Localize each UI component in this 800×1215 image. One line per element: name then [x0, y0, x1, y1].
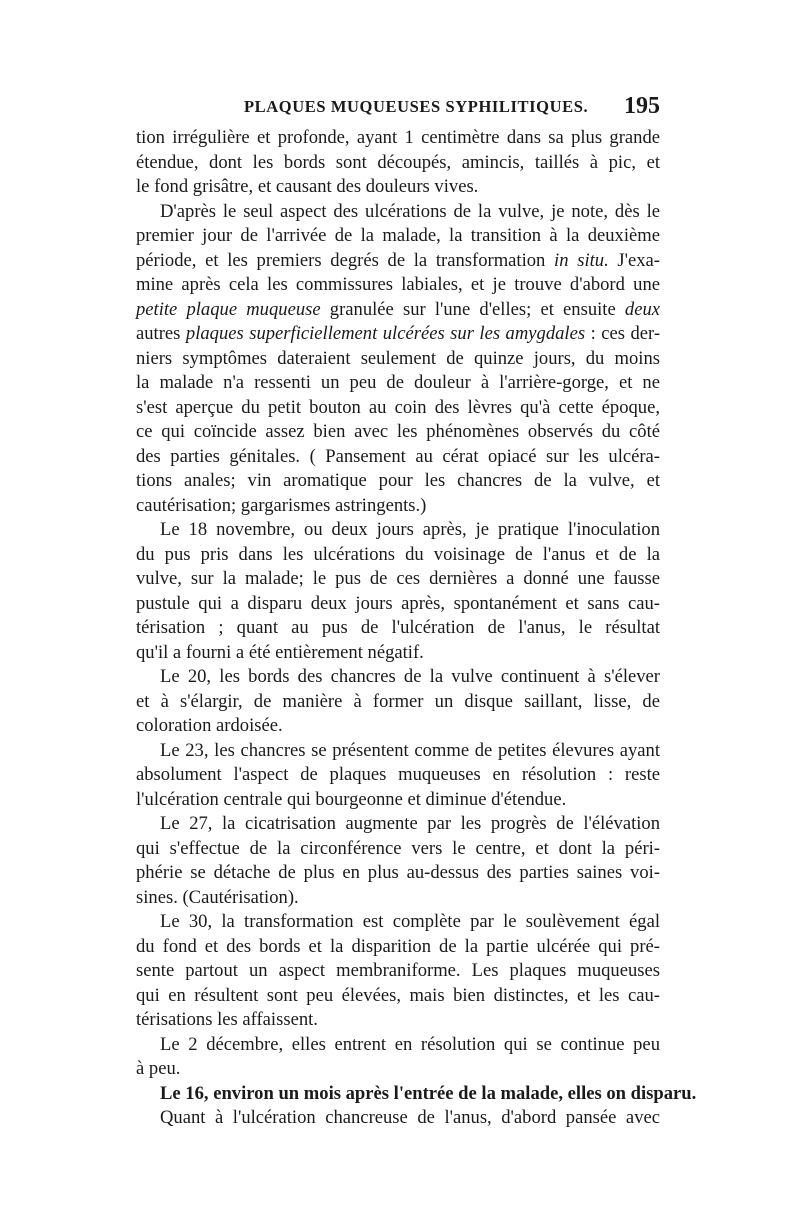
text-line: vulve, sur la malade; le pus de ces dernières a donné une fausse [136, 568, 660, 589]
text-line: la malade n'a ressenti un peu de douleur à l'arrière-gorge, et ne [136, 372, 660, 393]
text-line: pustule qui a disparu deux jours après, spontanément et sans cau- [136, 592, 660, 614]
text-line: sines. (Cautérisation). [136, 886, 299, 908]
text-line: petite plaque muqueuse granulée sur l'une d'elles; et ensuite deux [136, 298, 660, 320]
text-line: et à s'élargir, de manière à former un disque saillant, lisse, de [136, 690, 660, 712]
text-line: térisations les affaissent. [136, 1009, 318, 1030]
text-line: ce qui coïncide assez bien avec les phénomènes observés du côté [136, 421, 660, 442]
text-line: tions anales; vin aromatique pour les chancres de la vulve, et [136, 470, 660, 491]
text-line: premier jour de l'arrivée de la malade, la transition à la deuxième [136, 225, 660, 246]
text-line: niers symptômes dateraient seulement de quinze jours, du moins [136, 347, 660, 369]
text-line: des parties génitales. ( Pansement au cérat opiacé sur les ulcéra- [136, 445, 660, 467]
text-line: l'ulcération centrale qui bourgeonne et diminue d'étendue. [136, 788, 567, 810]
text-line: sente partout un aspect membraniforme. Les plaques muqueuses [136, 960, 660, 981]
text-line: Le 18 novembre, ou deux jours après, je pratique l'inoculation [160, 519, 660, 540]
text-line: Le 16, environ un mois après l'entrée de la malade, elles on disparu. [160, 1082, 697, 1104]
text-line: Le 23, les chancres se présentent comme de petites élevures ayant [160, 739, 660, 761]
text-line: Quant à l'ulcération chancreuse de l'anus, d'abord pansée avec [160, 1107, 660, 1128]
text-line: période, et les premiers degrés de la transformation in situ. J'exa- [136, 249, 660, 271]
text-line: Le 20, les bords des chancres de la vulve continuent à s'élever [160, 666, 660, 687]
text-line: absolument l'aspect de plaques muqueuses en résolution : reste [136, 764, 660, 785]
text-line: tion irrégulière et profonde, ayant 1 centimètre dans sa plus grande [136, 127, 660, 148]
text-line: à peu. [136, 1058, 181, 1079]
text-line: s'est aperçue du petit bouton au coin des lèvres qu'à cette époque, [136, 396, 660, 418]
text-line: mine après cela les commissures labiales, et je trouve d'abord une [136, 274, 660, 295]
text-line: qui s'effectue de la circonférence vers le centre, et dont la péri- [136, 837, 660, 859]
text-line: térisation ; quant au pus de l'ulcération de l'anus, le résultat [136, 617, 660, 638]
text-line: Le 2 décembre, elles entrent en résolution qui se continue peu [160, 1033, 660, 1055]
text-line: cautérisation; gargarismes astringents.) [136, 494, 427, 516]
text-line: coloration ardoisée. [136, 715, 283, 736]
text-line: Le 27, la cicatrisation augmente par les progrès de l'élévation [160, 813, 660, 834]
text-line: du pus pris dans les ulcérations du voisinage de l'anus et de la [136, 543, 660, 565]
text-line: autres plaques superficiellement ulcérées sur les amygdales : ces der- [136, 323, 661, 344]
body-text [136, 126, 697, 1131]
text-line: le fond grisâtre, et causant des douleurs vives. [136, 176, 479, 197]
text-line: étendue, dont les bords sont découpés, amincis, taillés à pic, et [136, 151, 660, 173]
text-line: Le 30, la transformation est complète par le soulèvement égal [160, 911, 660, 932]
text-line: phérie se détache de plus en plus au-dessus des parties saines voi- [136, 862, 660, 883]
page-number: 195 [624, 93, 660, 119]
running-head: PLAQUES MUQUEUSES SYPHILITIQUES. [244, 97, 589, 116]
text-line: du fond et des bords et la disparition de la partie ulcérée qui pré- [136, 935, 660, 957]
page-header [136, 93, 660, 123]
text-line: qui en résultent sont peu élevées, mais bien distinctes, et les cau- [136, 984, 660, 1006]
text-line: qu'il a fourni a été entièrement négatif. [136, 641, 424, 663]
text-line: D'après le seul aspect des ulcérations de la vulve, je note, dès le [160, 200, 660, 222]
